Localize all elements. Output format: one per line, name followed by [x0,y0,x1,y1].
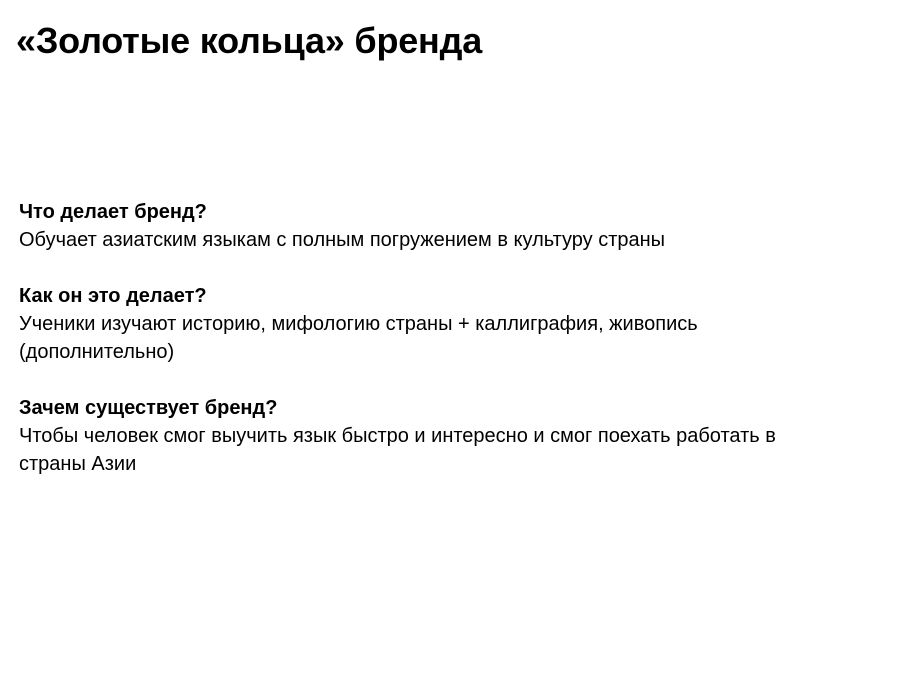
answer-why: Чтобы человек смог выучить язык быстро и интересно и смог поехать работать в страны Азии [19,425,776,475]
slide-content [19,198,839,478]
slide-title: «Золотые кольца» бренда [16,20,483,61]
answer-what: Обучает азиатским языкам с полным погружением в культуру страны [19,229,666,251]
content-block-what [19,198,839,254]
question-what: Что делает бренд? [19,201,207,223]
question-why: Зачем существует бренд? [19,397,278,419]
content-block-why [19,394,839,478]
answer-how: Ученики изучают историю, мифологию страны + каллиграфия, живопись (дополнительно) [19,313,698,363]
content-block-how [19,282,839,366]
question-how: Как он это делает? [19,285,207,307]
